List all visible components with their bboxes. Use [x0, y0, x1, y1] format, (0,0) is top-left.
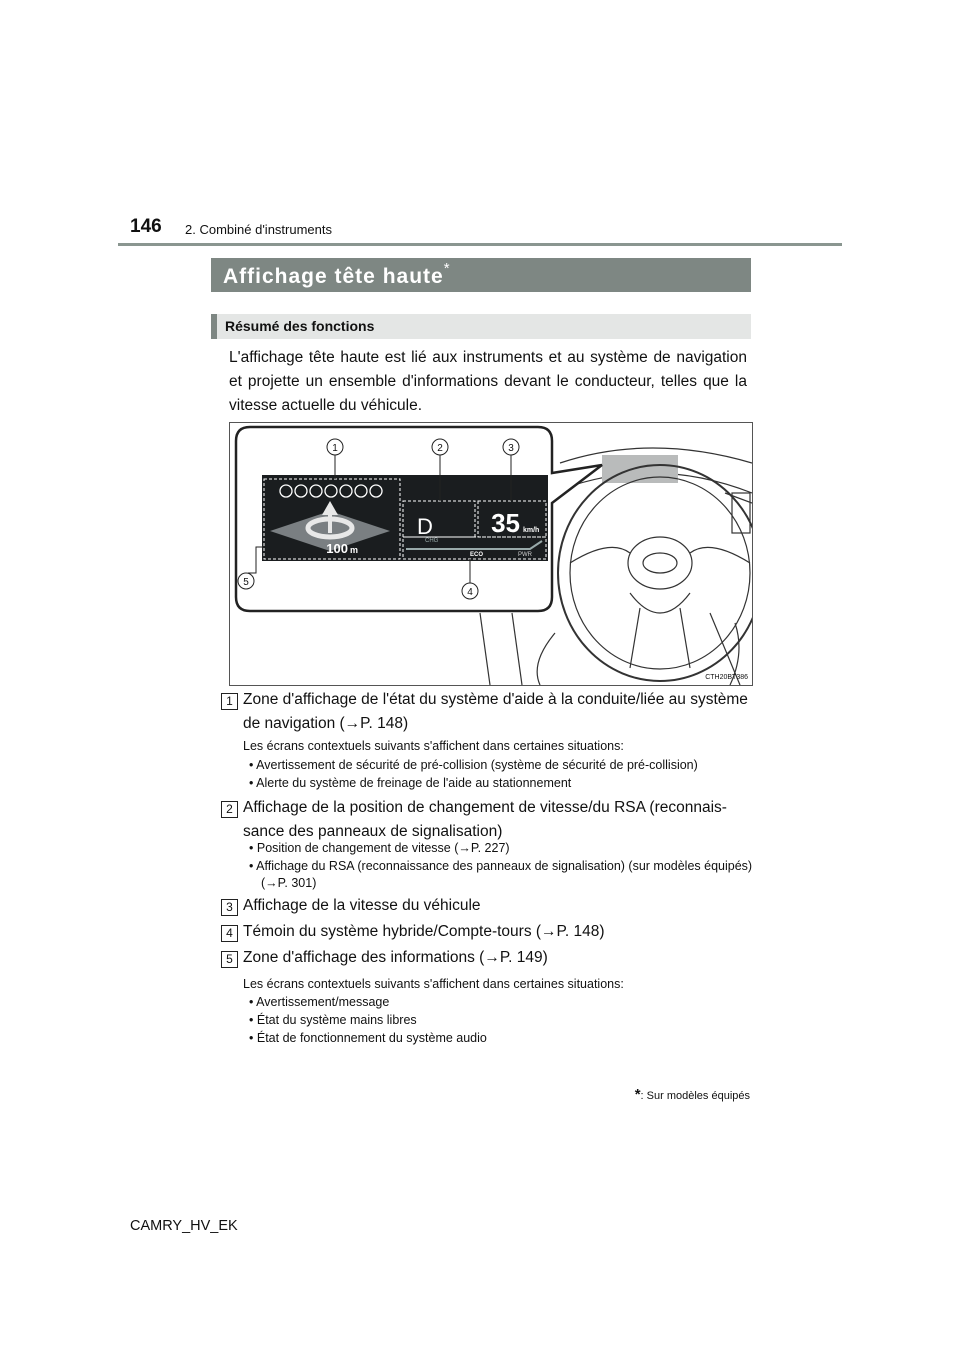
callout-1: 1 [332, 443, 338, 454]
hud-eco: ECO [470, 552, 484, 558]
item-number-5: 5 [221, 951, 238, 968]
hud-chg: CHG [425, 538, 439, 544]
hud-distance-unit: m [350, 545, 359, 555]
model-code: CAMRY_HV_EK [130, 1218, 238, 1234]
callout-3: 3 [508, 443, 514, 454]
hud-figure-svg [230, 423, 752, 685]
header-divider [118, 243, 842, 246]
item-number-4: 4 [221, 925, 238, 942]
callout-4: 4 [467, 587, 473, 598]
item-title-5: Zone d'affichage des informations (→P. 149) [243, 949, 548, 966]
footnote-star: * [634, 1086, 641, 1103]
callout-5: 5 [243, 577, 249, 588]
page-number: 146 [130, 216, 162, 237]
subsection-accent [211, 314, 217, 339]
item-1-bullet-2: • Alerte du système de freinage de l'aide au stationnement [249, 776, 572, 790]
hud-pwr: PWR [518, 552, 532, 558]
subsection-title: Résumé des fonctions [225, 318, 375, 334]
subsection-bar [211, 314, 751, 339]
item-5-bullet-3: • État de fonctionnement du système audio [249, 1031, 487, 1045]
item-title-2: Affichage de la position de changement de vitesse/du RSA (reconnais-sance des panneaux de signalisation) [243, 799, 727, 840]
hud-distance: 100 [326, 541, 348, 556]
intro-paragraph: L'affichage tête haute est lié aux instruments et au système de navigation et projette un ensemble d'informations devant le conducteur, telles que la vitesse actuelle du véhicule. [229, 349, 747, 414]
item-title-3: Affichage de la vitesse du véhicule [243, 897, 481, 914]
footnote-mark: * [443, 260, 451, 277]
item-number-2: 2 [221, 801, 238, 818]
item-2-bullet-1: • Position de changement de vitesse (→P. 227) [249, 841, 510, 855]
hud-speed: 35 [491, 508, 520, 538]
item-note-1: Les écrans contextuels suivants s'affichent dans certaines situations: [243, 739, 624, 753]
figure-code: CTH20BT386 [705, 674, 748, 681]
item-title-4: Témoin du système hybride/Compte-tours (→P. 148) [243, 923, 605, 940]
item-title-1: Zone d'affichage de l'état du système d'aide à la conduite/liée au système de navigation (→P. 148) [243, 691, 748, 732]
item-5-bullet-1: • Avertissement/message [249, 995, 390, 1009]
callout-2: 2 [437, 443, 443, 454]
item-number-1: 1 [221, 693, 238, 710]
chapter-title: 2. Combiné d'instruments [185, 222, 332, 237]
hud-gear: D [417, 514, 433, 539]
hud-speed-unit: km/h [523, 527, 540, 534]
item-1-bullet-1: • Avertissement de sécurité de pré-collision (système de sécurité de pré-collision) [249, 758, 698, 772]
item-number-3: 3 [221, 899, 238, 916]
item-note-5: Les écrans contextuels suivants s'affichent dans certaines situations: [243, 977, 624, 991]
section-title-bar [211, 258, 751, 292]
item-5-bullet-2: • État du système mains libres [249, 1013, 417, 1027]
item-2-bullet-2: • Affichage du RSA (reconnaissance des panneaux de signalisation) (sur modèles équipés) (→P. 301) [249, 859, 753, 890]
hud-illustration [229, 422, 753, 686]
section-title: Affichage tête haute* [223, 260, 451, 288]
footnote: *: Sur modèles équipés [634, 1086, 750, 1103]
